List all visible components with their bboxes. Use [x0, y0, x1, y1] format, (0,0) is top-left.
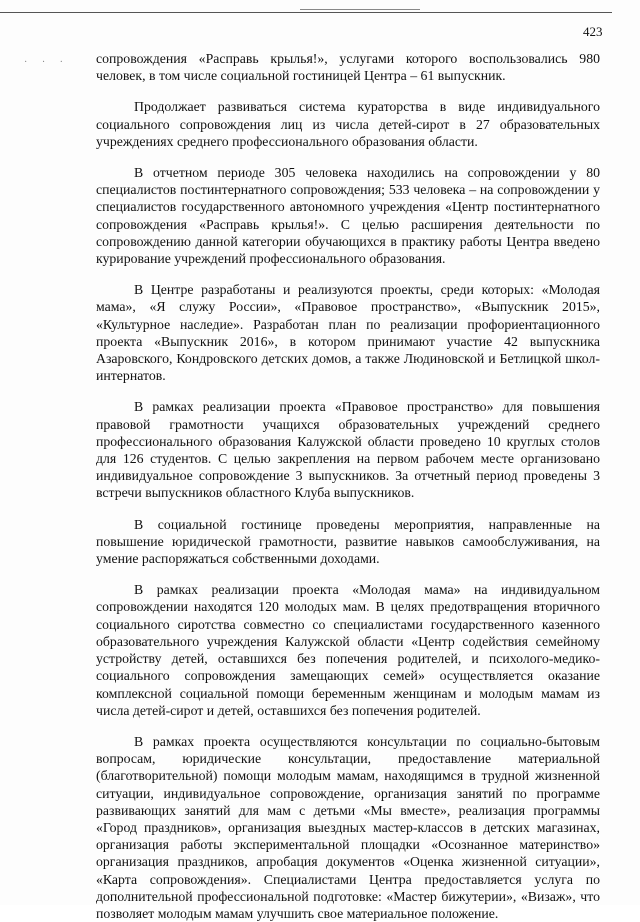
top-rule-segment	[300, 9, 420, 10]
paragraph-8: В рамках проекта осуществляются консультации по социально-бытовым вопросам, юридические консультации, предоставление материальной (благотворительной) помощи молодым мамам, находящимся в трудной жизненной ситуации, индивидуальное сопровождение, организация занятий по программе развивающих занятий для мам с детьми «Мы вместе», реализация программы «Город праздников», организация выездных мастер-классов в детских магазинах, организация работы экспериментальной площадки «Осознанное материнство» организация праздников, апробация документов «Оценка жизненной ситуации», «Карта сопровождения». Специалистами Центра предоставляется услуга по дополнительной профессиональной подготовке: «Мастер бижутерии», «Визаж», что позволяет молодым мамам улучшить свое материальное положение.	[96, 733, 600, 921]
paragraph-7: В рамках реализации проекта «Молодая мама» на индивидуальном сопровождении находятся 120 молодых мам. В целях предотвращения вторичного социального сиротства совместно со специалистами государственного казенного образовательного учреждения Калужской области «Центр содействия семейному устройству детей, оставшихся без попечения родителей, и психолого-медико-социального сопровождения замещающих семей» осуществляется оказание комплексной социальной помощи беременным женщинам и молодым мамам из числа детей-сирот и детей, оставшихся без попечения родителей.	[96, 582, 600, 718]
paragraph-1: сопровождения «Расправь крылья!», услугами которого воспользовались 980 человек, в том числе социальной гостиницей Центра – 61 выпускник.	[96, 51, 600, 84]
paragraph-6: В социальной гостинице проведены мероприятия, направленные на повышение юридической грамотности, развитие навыков самообслуживания, на умение распоряжаться собственными доходами.	[96, 516, 600, 567]
margin-scan-marks: · · ·	[24, 57, 69, 68]
page-number: 423	[583, 24, 603, 39]
paragraph-5: В рамках реализации проекта «Правовое пространство» для повышения правовой грамотности учащихся образовательных учреждений среднего профессионального образования Калужской области проведено 10 круглых столов для 126 студентов. С целью закрепления на первом рабочем месте организовано индивидуальное сопровождение 3 выпускников. За отчетный период проведены 3 встречи выпускников областного Клуба выпускников.	[96, 399, 600, 501]
paragraph-3: В отчетном периоде 305 человека находились на сопровождении у 80 специалистов постинтернатного сопровождения; 533 человека – на сопровождении у специалистов государственного автономного учреждения «Центр постинтернатного сопровождения «Расправь крылья!». С целью расширения деятельности по сопровождению данной категории обучающихся в практику работы Центра введено курирование учреждений профессионального образования.	[96, 165, 600, 267]
top-rule	[0, 12, 612, 13]
paragraph-4: В Центре разработаны и реализуются проекты, среди которых: «Молодая мама», «Я служу России», «Правовое пространство», «Выпускник 2015», «Культурное наследие». Разработан план по реализации профориентационного проекта «Выпускник 2016», в котором принимают участие 42 выпускника Азаровского, Кондровского детских домов, а также Людиновской и Бетлицкой школ-интернатов.	[96, 282, 600, 384]
paragraph-2: Продолжает развиваться система кураторства в виде индивидуального социального сопровождения лиц из числа детей-сирот в 27 образовательных учреждениях среднего профессионального образования области.	[96, 99, 600, 149]
body-text	[96, 50, 600, 922]
